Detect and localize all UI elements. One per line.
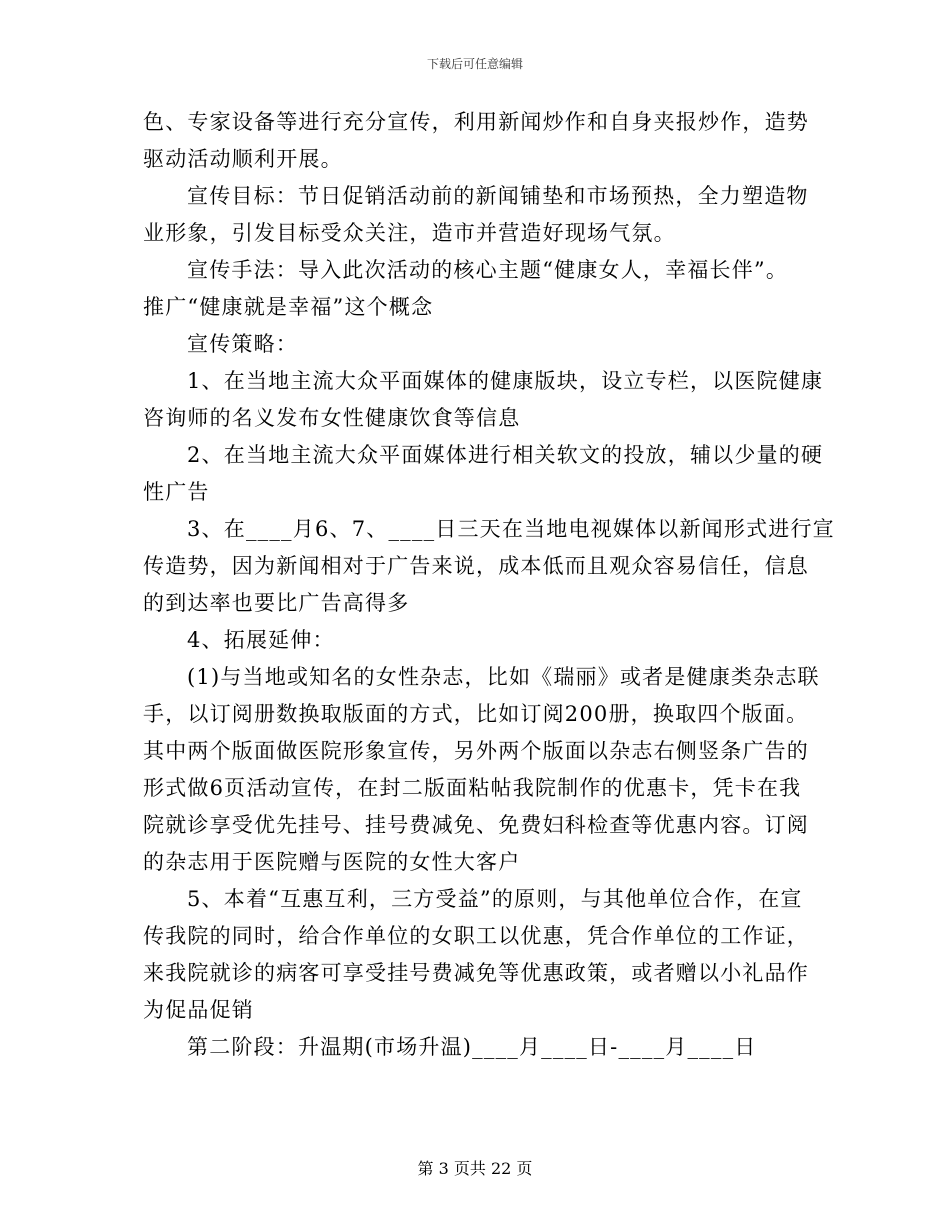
paragraph-line: 业形象，引发目标受众关注，造市并营造好现场气氛。: [143, 221, 676, 245]
paragraph-first-line: 5、本着“互惠互利，三方受益”的原则，与其他单位合作，在宣: [187, 887, 803, 911]
paragraph-line: 咨询师的名义发布女性健康饮食等信息: [143, 406, 521, 430]
paragraph-line: 为促品促销: [143, 998, 254, 1022]
paragraph-line: 传造势，因为新闻相对于广告来说，成本低而且观众容易信任，信息: [143, 554, 809, 578]
paragraph-first-line: (1)与当地或知名的女性杂志，比如《瑞丽》或者是健康类杂志联: [187, 665, 820, 689]
paragraph-line: 传我院的同时，给合作单位的女职工以优惠，凭合作单位的工作证，: [143, 924, 809, 948]
paragraph-line: 的到达率也要比广告高得多: [143, 591, 410, 615]
paragraph-line: 色、专家设备等进行充分宣传，利用新闻炒作和自身夹报炒作，造势: [143, 110, 809, 134]
paragraph-line: 推广“健康就是幸福”这个概念: [143, 295, 434, 319]
paragraph-line: 手，以订阅册数换取版面的方式，比如订阅200册，换取四个版面。: [143, 702, 809, 726]
paragraph-first-line: 1、在当地主流大众平面媒体的健康版块，设立专栏，以医院健康: [187, 369, 824, 393]
paragraph-first-line: 宣传策略：: [187, 332, 298, 356]
paragraph-first-line: 宣传目标：节日促销活动前的新闻铺垫和市场预热，全力塑造物: [187, 184, 809, 208]
paragraph-line: 其中两个版面做医院形象宣传，另外两个版面以杂志右侧竖条广告的: [143, 739, 809, 763]
paragraph-line: 驱动活动顺利开展。: [143, 147, 343, 171]
paragraph-first-line: 第二阶段：升温期(市场升温)____月____日-____月____日: [187, 1035, 757, 1059]
paragraph-line: 来我院就诊的病客可享受挂号费减免等优惠政策，或者赠以小礼品作: [143, 961, 809, 985]
paragraph-first-line: 3、在____月6、7、____日三天在当地电视媒体以新闻形式进行宣: [187, 517, 835, 541]
page-header: 下载后可任意编辑: [426, 57, 523, 71]
paragraph-line: 的杂志用于医院赠与医院的女性大客户: [143, 850, 521, 874]
page-footer: 第 3 页共 22 页: [417, 1159, 533, 1178]
paragraph-line: 性广告: [143, 480, 210, 504]
paragraph-line: 院就诊享受优先挂号、挂号费减免、免费妇科检查等优惠内容。订阅: [143, 813, 809, 837]
paragraph-first-line: 4、拓展延伸：: [187, 628, 335, 652]
paragraph-first-line: 宣传手法：导入此次活动的核心主题“健康女人，幸福长伴”。: [187, 258, 789, 282]
paragraph-first-line: 2、在当地主流大众平面媒体进行相关软文的投放，辅以少量的硬: [187, 443, 824, 467]
document-body: [143, 104, 835, 1066]
paragraph-line: 形式做6页活动宣传，在封二版面粘帖我院制作的优惠卡，凭卡在我: [143, 776, 802, 800]
